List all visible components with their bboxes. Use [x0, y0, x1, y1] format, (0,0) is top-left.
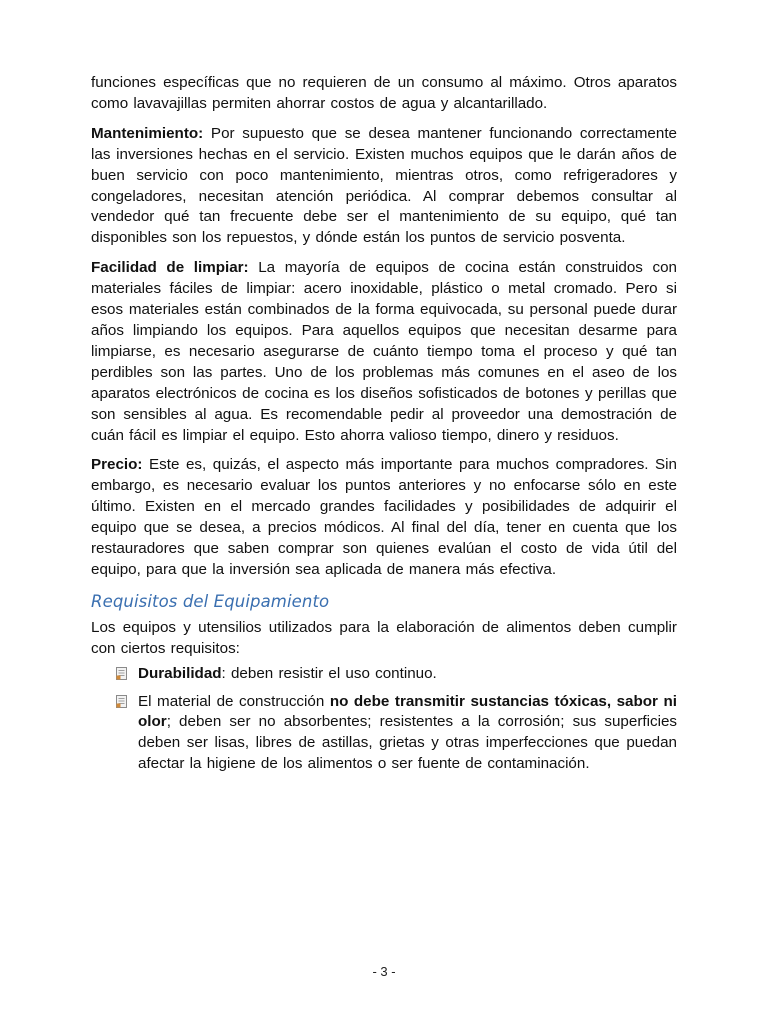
list-item-bold: no debe transmitir sustancias tóxicas, sabor ni olor	[138, 692, 677, 731]
list-item-bold: Durabilidad	[138, 664, 222, 682]
list-item-text	[138, 692, 677, 776]
list-item-text	[138, 664, 677, 685]
label-facilidad: Facilidad de limpiar:	[91, 259, 249, 277]
paragraph-facilidad	[91, 258, 677, 446]
list-item	[91, 664, 677, 685]
paragraph-precio	[91, 455, 677, 580]
paragraph-continuation: funciones específicas que no requieren de un consumo al máximo. Otros aparatos como lavavajillas permiten ahorrar costos de agua y alcantarillado.	[91, 74, 677, 112]
list-item-pre: El material de construcción	[138, 692, 330, 710]
text-facilidad: La mayoría de equipos de cocina están construidos con materiales fáciles de limpiar: acero inoxidable, plástico o metal cromado. Pero si esos materiales están combinados de la forma equivocada, su personal puede durar años limpiando los equipos. Para aquellos equipos que necesitan desarme para limpiarse, es necesario asegurarse de cuánto tiempo toma el proceso y qué tan perdibles son las partes. Uno de los problemas más comunes en el aseo de los aparatos electrónicos de cocina es los diseños sofisticados de botones y perillas que son sensibles al agua. Es recomendable pedir al proveedor una demostración de cuán fácil es limpiar el equipo. Esto ahorra valioso tiempo, dinero y residuos.	[91, 259, 677, 444]
label-mantenimiento: Mantenimiento:	[91, 124, 204, 142]
text-mantenimiento: Por supuesto que se desea mantener funcionando correctamente las inversiones hechas en el servicio. Existen muchos equipos que le darán años de buen servicio con poco mantenimiento, mientras otros, como refrigeradores y congeladores, necesitan atención periódica. Al comprar debemos consultar al vendedor qué tan frecuente debe ser el mantenimiento de su equipo, qué tan disponibles son los repuestos, y dónde están los puntos de servicio posventa.	[91, 124, 677, 247]
section-intro: Los equipos y utensilios utilizados para la elaboración de alimentos deben cumplir con ciertos requisitos:	[91, 618, 677, 657]
section-heading: Requisitos del Equipamiento	[91, 591, 330, 611]
requirements-list	[91, 664, 677, 776]
label-precio: Precio:	[91, 456, 143, 474]
page-number: - 3 -	[372, 964, 396, 979]
text-precio: Este es, quizás, el aspecto más importante para muchos compradores. Sin embargo, es necesario evaluar los puntos anteriores y no enfocarse sólo en este último. Existen en el mercado grandes facilidades y posibilidades de adquirir el equipo que se desea, a precios módicos. Al final del día, tener en cuenta que los restauradores que saben comprar son quienes evalúan el costo de vida útil del equipo, para que la inversión sea aplicada de manera más efectiva.	[91, 456, 677, 578]
bullet-doc-icon	[116, 695, 128, 709]
list-item	[91, 692, 677, 776]
paragraph-mantenimiento	[91, 124, 677, 249]
list-item-rest: ; deben ser no absorbentes; resistentes a la corrosión; sus superficies deben ser lisas, libres de astillas, grietas y otras imperfecciones que puedan afectar la higiene de los alimentos o ser fuente de contaminación.	[138, 713, 677, 773]
list-item-rest: : deben resistir el uso continuo.	[221, 664, 437, 682]
bullet-doc-icon	[116, 667, 128, 681]
document-page	[91, 73, 677, 782]
